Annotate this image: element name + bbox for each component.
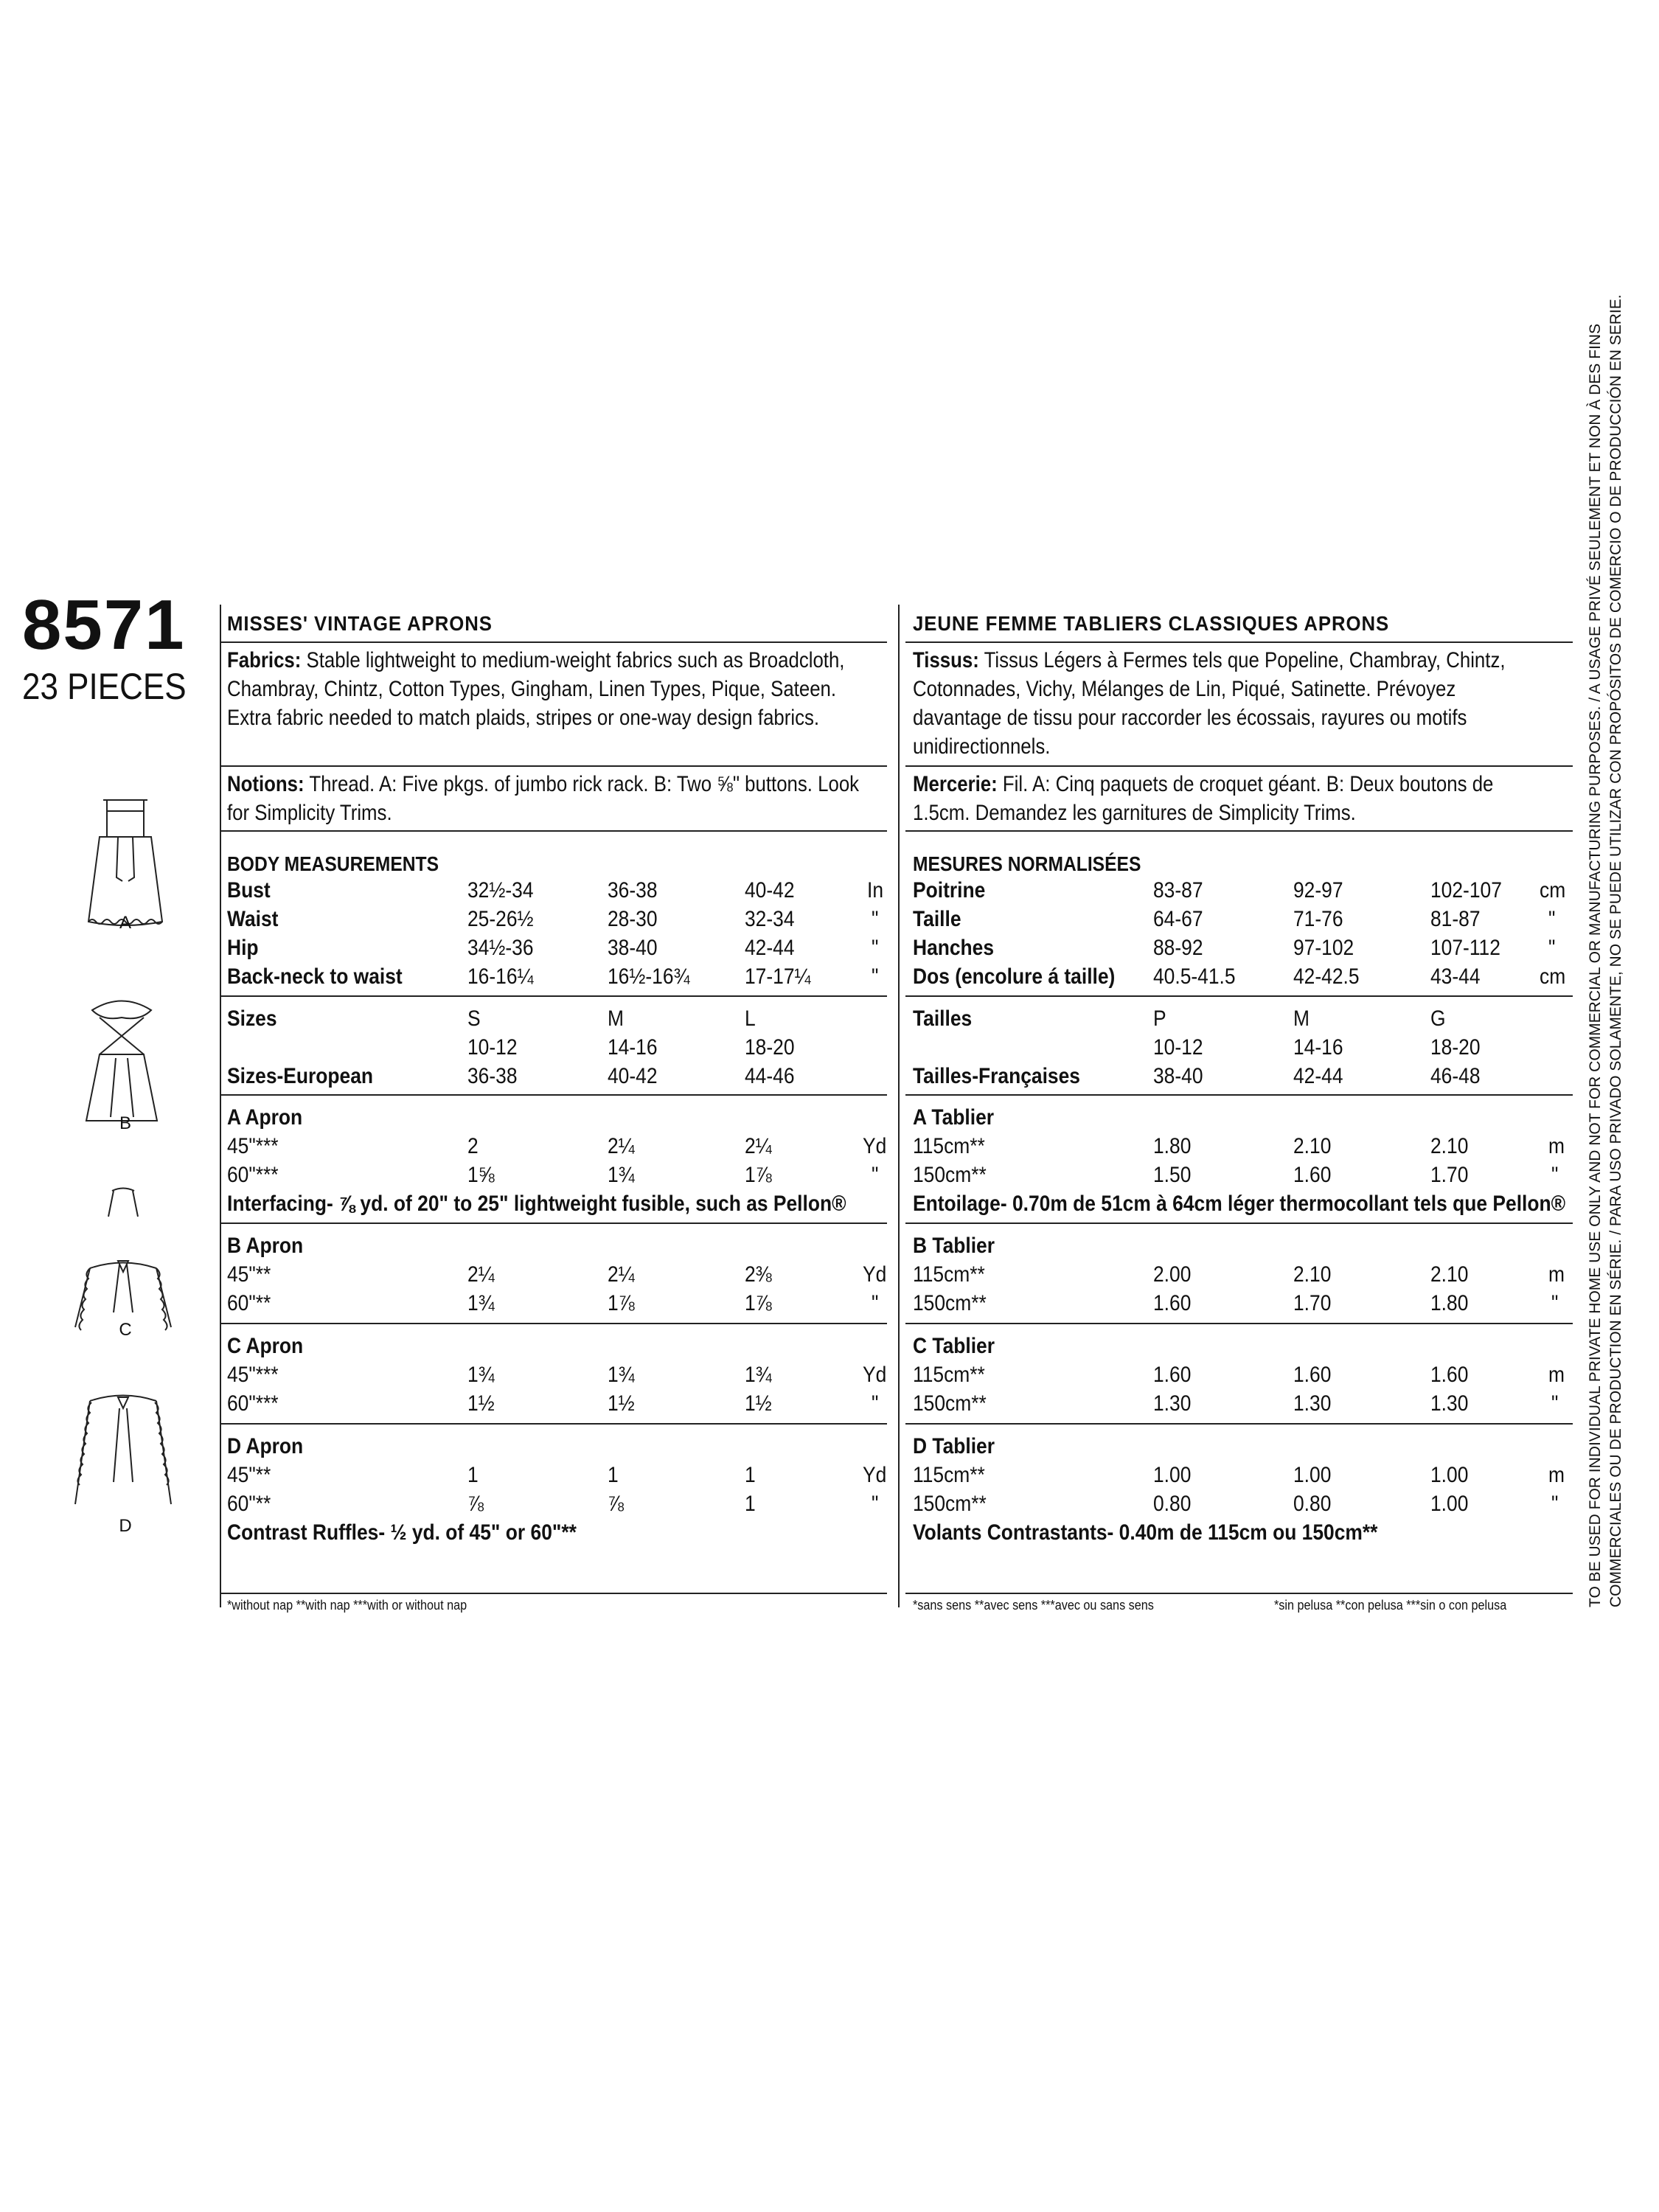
yardage-m: 2¼ [608, 1262, 635, 1287]
body-row-m: 36-38 [608, 878, 658, 902]
divider [905, 765, 1573, 767]
size-letter: M [1293, 1006, 1310, 1031]
metrage-width: 150cm** [913, 1291, 987, 1315]
metrage-m: 1.60 [1293, 1163, 1332, 1187]
pieces-count: 23 PIECES [22, 666, 187, 707]
body-row-l: 42-44 [745, 936, 795, 960]
metrage-s: 2.00 [1153, 1262, 1192, 1287]
body-row-s: 88-92 [1153, 936, 1203, 960]
view-d-title: D Tablier [913, 1434, 995, 1458]
divider [220, 1222, 887, 1224]
left-column-border [220, 605, 221, 1607]
body-measurements-heading: BODY MEASUREMENTS [227, 852, 439, 875]
yardage-l: 1 [745, 1492, 756, 1516]
body-row-l: 32-34 [745, 907, 795, 931]
body-row-unit: " [1548, 936, 1556, 960]
size-eu: 44-46 [745, 1064, 795, 1088]
size-letter: G [1430, 1006, 1446, 1031]
yardage-unit: Yd [863, 1262, 887, 1287]
metrage-m: 0.80 [1293, 1492, 1332, 1516]
body-row-label: Back-neck to waist [227, 964, 403, 989]
view-a-title: A Tablier [913, 1105, 995, 1130]
view-c-sketch [68, 1187, 178, 1335]
metrage-s: 0.80 [1153, 1492, 1192, 1516]
yardage-m: 1¾ [608, 1363, 635, 1387]
metrage-l: 1.80 [1430, 1291, 1469, 1315]
yardage-l: 1½ [745, 1391, 772, 1416]
spanish-footnote: *sin pelusa **con pelusa ***sin o con pelusa [1274, 1598, 1507, 1613]
metrage-unit: m [1548, 1463, 1565, 1487]
yardage-width: 45"*** [227, 1134, 279, 1158]
metrage-width: 150cm** [913, 1163, 987, 1187]
legal-notice [1585, 294, 1627, 1607]
metrage-l: 2.10 [1430, 1262, 1469, 1287]
body-row-s: 25-26½ [467, 907, 534, 931]
body-row-label: Dos (encolure á taille) [913, 964, 1116, 989]
view-a-title: A Apron [227, 1105, 303, 1130]
yardage-m: 1 [608, 1463, 619, 1487]
sizes-eu-label: Sizes-European [227, 1064, 374, 1088]
body-row-unit: cm [1540, 964, 1566, 989]
yardage-s: 1¾ [467, 1363, 495, 1387]
view-b-title: B Apron [227, 1234, 304, 1258]
yardage-s: 1⅝ [467, 1163, 495, 1187]
size-eu: 36-38 [467, 1064, 518, 1088]
body-row-s: 34½-36 [467, 936, 534, 960]
divider [220, 641, 887, 643]
body-row-m: 92-97 [1293, 878, 1343, 902]
pattern-number: 8571 [22, 585, 186, 664]
divider [220, 765, 887, 767]
french-fabrics: Tissus: Tissus Légers à Fermes tels que Popeline, Chambray, Chintz, Cotonnades, Vichy, Mélanges de Lin, Piqué, Satinette. Prévoyez davantage de tissu pour raccorder les écossais, rayures ou motifs unidirectionnels. [913, 648, 1506, 759]
size-number: 18-20 [1430, 1035, 1481, 1060]
size-letter: P [1153, 1006, 1166, 1031]
view-c-title: C Apron [227, 1334, 304, 1358]
english-footnote: *without nap **with nap ***with or without nap [227, 1598, 467, 1613]
yardage-m: 1¾ [608, 1163, 635, 1187]
body-row-m: 28-30 [608, 907, 658, 931]
metrage-s: 1.50 [1153, 1163, 1192, 1187]
metrage-width: 115cm** [913, 1363, 985, 1387]
size-letter: L [745, 1006, 756, 1031]
divider [905, 1593, 1573, 1594]
body-row-m: 38-40 [608, 936, 658, 960]
body-row-l: 40-42 [745, 878, 795, 902]
view-d-title: D Apron [227, 1434, 304, 1458]
size-eu: 46-48 [1430, 1064, 1481, 1088]
yardage-width: 60"** [227, 1291, 271, 1315]
body-row-m: 71-76 [1293, 907, 1343, 931]
metrage-unit: " [1551, 1163, 1559, 1187]
legal-line-1: TO BE USED FOR INDIVIDUAL PRIVATE HOME USE ONLY AND NOT FOR COMMERCIAL OR MANUFACTURING PURPOSES. / A USAGE PRIVÉ SEULEMENT ET NON À DES FINS [1587, 324, 1604, 1607]
divider [905, 641, 1573, 643]
metrage-l: 1.00 [1430, 1463, 1469, 1487]
metrage-m: 2.10 [1293, 1134, 1332, 1158]
body-row-unit: In [867, 878, 884, 902]
metrage-width: 115cm** [913, 1262, 985, 1287]
body-row-m: 16½-16¾ [608, 964, 690, 989]
metrage-l: 1.30 [1430, 1391, 1469, 1416]
volants-note: Volants Contrastants- 0.40m de 115cm ou 150cm** [913, 1520, 1378, 1545]
yardage-width: 60"*** [227, 1391, 279, 1416]
body-row-l: 17-17¼ [745, 964, 811, 989]
yardage-m: 1⅞ [608, 1291, 635, 1315]
metrage-l: 1.70 [1430, 1163, 1469, 1187]
yardage-m: ⅞ [608, 1492, 625, 1516]
metrage-m: 1.60 [1293, 1363, 1332, 1387]
view-label-c: C [119, 1320, 132, 1340]
view-label-d: D [119, 1516, 132, 1536]
size-number: 10-12 [467, 1035, 518, 1060]
yardage-l: 1⅞ [745, 1291, 772, 1315]
metrage-m: 2.10 [1293, 1262, 1332, 1287]
body-row-label: Bust [227, 878, 271, 902]
yardage-width: 60"*** [227, 1163, 279, 1187]
yardage-unit: Yd [863, 1363, 887, 1387]
metrage-m: 1.70 [1293, 1291, 1332, 1315]
body-row-s: 40.5-41.5 [1153, 964, 1236, 989]
mesures-heading: MESURES NORMALISÉES [913, 852, 1141, 875]
body-row-l: 107-112 [1430, 936, 1500, 960]
size-eu: 40-42 [608, 1064, 658, 1088]
metrage-unit: m [1548, 1363, 1565, 1387]
english-title: MISSES' VINTAGE APRONS [227, 612, 493, 635]
yardage-l: 1⅞ [745, 1163, 772, 1187]
metrage-unit: " [1551, 1391, 1559, 1416]
english-fabrics: Fabrics: Stable lightweight to medium-weight fabrics such as Broadcloth, Chambray, Chintz, Cotton Types, Gingham, Linen Types, Pique, Sateen. Extra fabric needed to match plaids, stripes or one-way design fabrics. [227, 648, 845, 730]
divider [220, 830, 887, 832]
view-label-a: A [119, 913, 131, 933]
size-number: 14-16 [1293, 1035, 1343, 1060]
body-row-label: Hip [227, 936, 259, 960]
metrage-unit: m [1548, 1262, 1565, 1287]
body-row-s: 83-87 [1153, 878, 1203, 902]
body-row-unit: " [1548, 907, 1556, 931]
yardage-s: 1 [467, 1463, 479, 1487]
body-row-label: Poitrine [913, 878, 986, 902]
metrage-width: 150cm** [913, 1492, 987, 1516]
body-row-unit: " [872, 936, 879, 960]
entoilage-note: Entoilage- 0.70m de 51cm à 64cm léger thermocollant tels que Pellon® [913, 1192, 1566, 1216]
yardage-width: 45"*** [227, 1363, 279, 1387]
body-row-m: 97-102 [1293, 936, 1354, 960]
yardage-unit: " [872, 1291, 879, 1315]
divider [905, 1094, 1573, 1096]
body-row-label: Taille [913, 907, 961, 931]
body-row-label: Hanches [913, 936, 995, 960]
divider [905, 1423, 1573, 1425]
french-footnote: *sans sens **avec sens ***avec ou sans sens [913, 1598, 1154, 1613]
metrage-l: 1.60 [1430, 1363, 1469, 1387]
divider [905, 1323, 1573, 1324]
french-notions: Mercerie: Fil. A: Cinq paquets de croquet géant. B: Deux boutons de 1.5cm. Demandez les garnitures de Simplicity Trims. [913, 772, 1494, 825]
yardage-l: 2¼ [745, 1134, 772, 1158]
yardage-unit: " [872, 1391, 879, 1416]
sizes-label: Sizes [227, 1006, 277, 1031]
body-row-l: 43-44 [1430, 964, 1481, 989]
yardage-width: 45"** [227, 1463, 271, 1487]
legal-line-2: COMMERCIALES OU DE PRODUCTION EN SÉRIE. / PARA USO PRIVADO SOLAMENTE, NO SE PUEDE UTILIZAR CON PROPÓSITOS DE COMERCIO O DE PRODUCCIÓN EN SERIE. [1607, 294, 1624, 1607]
yardage-unit: " [872, 1492, 879, 1516]
contrast-ruffles-note: Contrast Ruffles- ½ yd. of 45" or 60"** [227, 1520, 577, 1545]
yardage-l: 1 [745, 1463, 756, 1487]
metrage-s: 1.00 [1153, 1463, 1192, 1487]
view-c-title: C Tablier [913, 1334, 995, 1358]
metrage-unit: m [1548, 1134, 1565, 1158]
size-eu: 42-44 [1293, 1064, 1343, 1088]
divider [905, 995, 1573, 997]
yardage-l: 1¾ [745, 1363, 772, 1387]
metrage-s: 1.60 [1153, 1363, 1192, 1387]
yardage-width: 60"** [227, 1492, 271, 1516]
metrage-unit: " [1551, 1291, 1559, 1315]
body-row-s: 16-16¼ [467, 964, 534, 989]
divider [220, 1323, 887, 1324]
metrage-unit: " [1551, 1492, 1559, 1516]
yardage-s: 2¼ [467, 1262, 495, 1287]
metrage-s: 1.30 [1153, 1391, 1192, 1416]
size-eu: 38-40 [1153, 1064, 1203, 1088]
view-label-b: B [119, 1113, 131, 1133]
yardage-unit: Yd [863, 1463, 887, 1487]
body-row-s: 32½-34 [467, 878, 534, 902]
yardage-s: 2 [467, 1134, 479, 1158]
metrage-width: 115cm** [913, 1463, 985, 1487]
metrage-l: 2.10 [1430, 1134, 1469, 1158]
yardage-m: 2¼ [608, 1134, 635, 1158]
english-notions: Notions: Thread. A: Five pkgs. of jumbo rick rack. B: Two ⅝" buttons. Look for Simplicity Trims. [227, 772, 860, 825]
metrage-width: 150cm** [913, 1391, 987, 1416]
body-row-unit: " [872, 907, 879, 931]
metrage-s: 1.60 [1153, 1291, 1192, 1315]
body-row-m: 42-42.5 [1293, 964, 1360, 989]
size-number: 14-16 [608, 1035, 658, 1060]
size-number: 18-20 [745, 1035, 795, 1060]
view-b-sketch [70, 988, 173, 1128]
divider [220, 1593, 887, 1594]
body-row-s: 64-67 [1153, 907, 1203, 931]
yardage-m: 1½ [608, 1391, 635, 1416]
size-letter: M [608, 1006, 624, 1031]
body-row-l: 102-107 [1430, 878, 1502, 902]
size-letter: S [467, 1006, 481, 1031]
tailles-label: Tailles [913, 1006, 973, 1031]
view-b-title: B Tablier [913, 1234, 995, 1258]
interfacing-note: Interfacing- ⅞ yd. of 20" to 25" lightweight fusible, such as Pellon® [227, 1192, 846, 1216]
body-row-l: 81-87 [1430, 907, 1481, 931]
divider [220, 1094, 887, 1096]
yardage-s: 1¾ [467, 1291, 495, 1315]
metrage-width: 115cm** [913, 1134, 985, 1158]
yardage-width: 45"** [227, 1262, 271, 1287]
center-column-border [898, 605, 900, 1607]
body-row-unit: " [872, 964, 879, 989]
tailles-fr-label: Tailles-Françaises [913, 1064, 1080, 1088]
metrage-s: 1.80 [1153, 1134, 1192, 1158]
view-d-sketch [68, 1386, 178, 1519]
french-title: JEUNE FEMME TABLIERS CLASSIQUES APRONS [913, 612, 1390, 635]
divider [220, 995, 887, 997]
yardage-s: 1½ [467, 1391, 495, 1416]
divider [220, 1423, 887, 1425]
metrage-m: 1.00 [1293, 1463, 1332, 1487]
body-row-label: Waist [227, 907, 279, 931]
yardage-l: 2⅜ [745, 1262, 772, 1287]
yardage-s: ⅞ [467, 1492, 484, 1516]
size-number: 10-12 [1153, 1035, 1203, 1060]
metrage-l: 1.00 [1430, 1492, 1469, 1516]
divider [905, 830, 1573, 832]
body-row-unit: cm [1540, 878, 1566, 902]
yardage-unit: Yd [863, 1134, 887, 1158]
divider [905, 1222, 1573, 1224]
metrage-m: 1.30 [1293, 1391, 1332, 1416]
yardage-unit: " [872, 1163, 879, 1187]
